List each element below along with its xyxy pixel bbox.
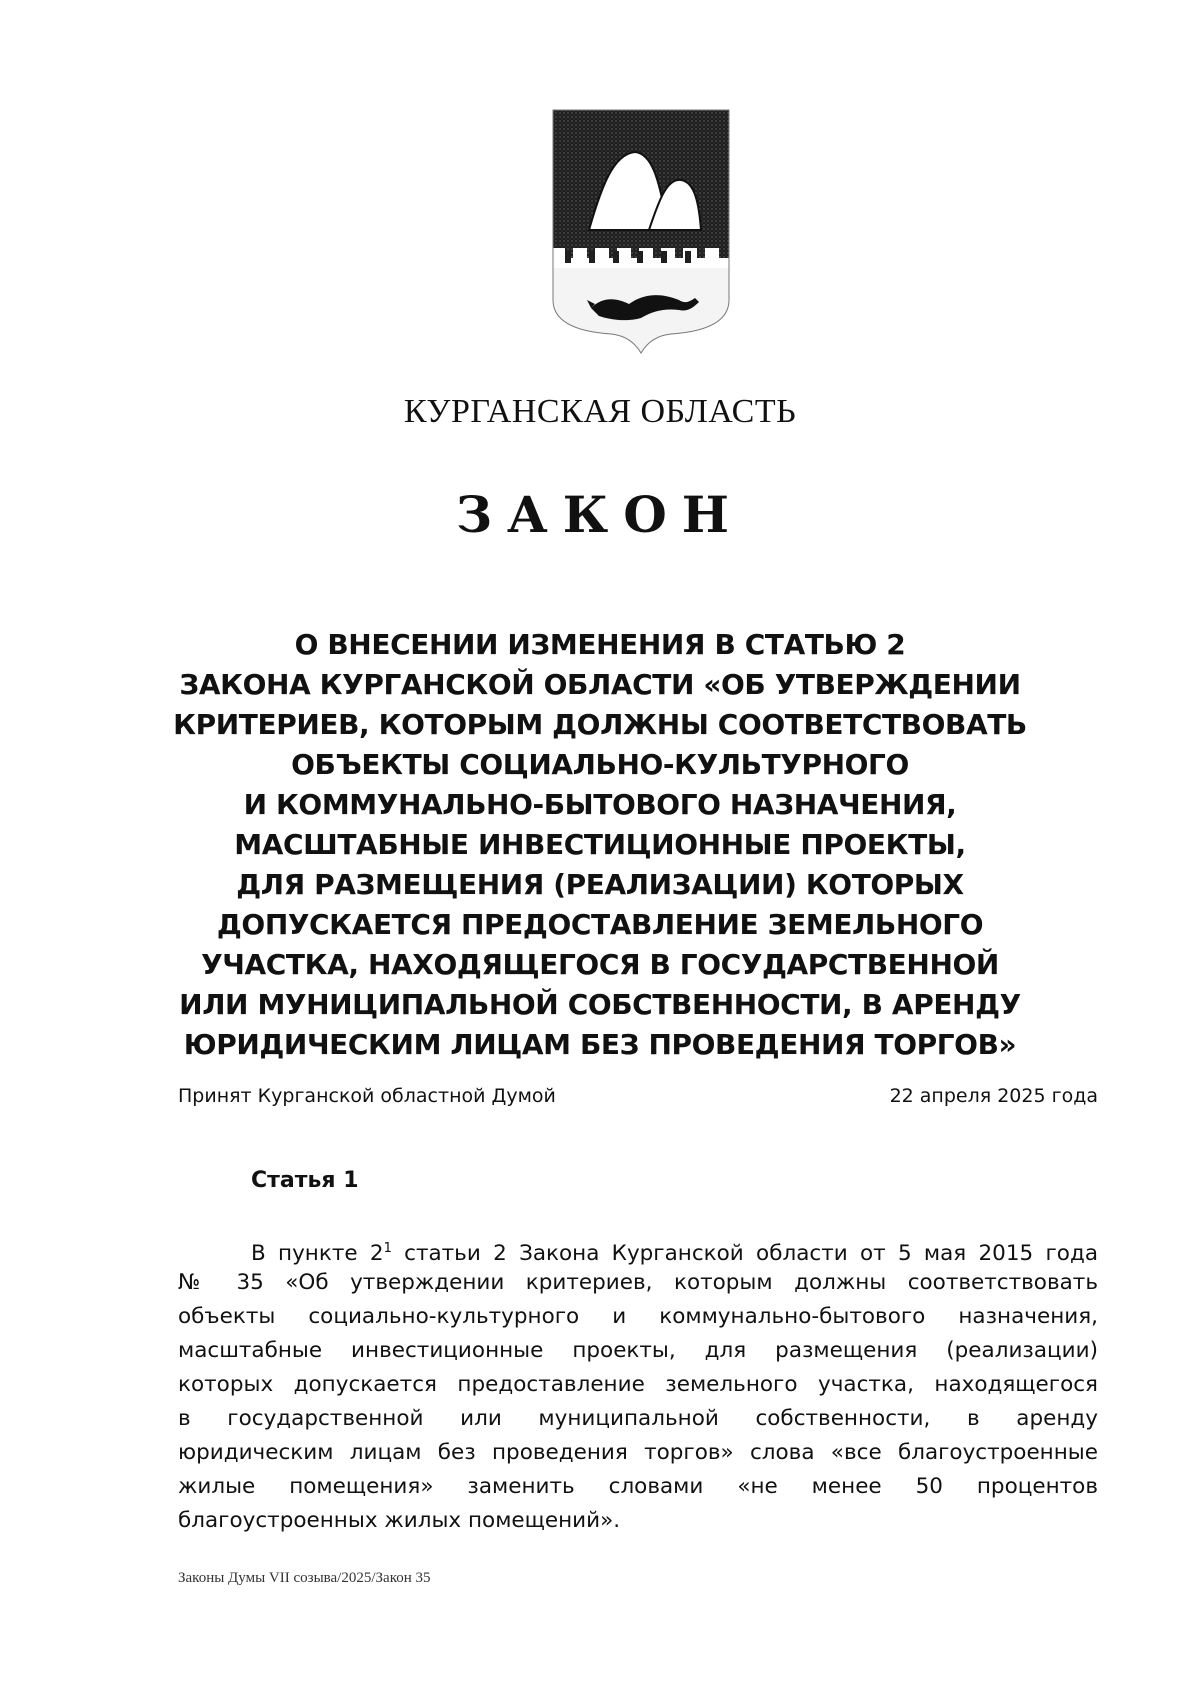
footer-reference: Законы Думы VII созыва/2025/Закон 35 [178,1570,431,1586]
title-line: ДОПУСКАЕТСЯ ПРЕДОСТАВЛЕНИЕ ЗЕМЕЛЬНОГО [216,908,984,941]
article-line: юридическим лицам без проведения торгов» слова «все благоустроенные [178,1440,1098,1465]
title-line: ИЛИ МУНИЦИПАЛЬНОЙ СОБСТВЕННОСТИ, В АРЕНДУ [179,988,1021,1021]
article-line: в государственной или муниципальной собственности, в аренду [178,1406,1098,1431]
title-line: УЧАСТКА, НАХОДЯЩЕГОСЯ В ГОСУДАРСТВЕННОЙ [201,948,999,981]
title-line: И КОММУНАЛЬНО-БЫТОВОГО НАЗНАЧЕНИЯ, [243,788,957,821]
title-line: КРИТЕРИЕВ, КОТОРЫМ ДОЛЖНЫ СООТВЕТСТВОВАТЬ [173,708,1027,741]
article-line [178,1232,1098,1266]
article-line-rest: статьи 2 Закона Курганской области от 5 мая 2015 года [391,1241,1098,1267]
law-title [150,625,1050,1065]
article-line: масштабные инвестиционные проекты, для размещения (реализации) [178,1338,1098,1363]
title-line: МАСШТАБНЫЕ ИНВЕСТИЦИОННЫЕ ПРОЕКТЫ, [234,828,966,861]
article-heading: Статья 1 [251,1168,359,1193]
adopted-by-text: Принят Курганской областной Думой [178,1085,556,1107]
article-line: № 35 «Об утверждении критериев, которым должны соответствовать [178,1270,1098,1295]
article-line: объекты социально-культурного и коммунально-бытового назначения, [178,1304,1098,1329]
article-line-start: В пункте 2 [251,1241,384,1267]
title-line: ЮРИДИЧЕСКИМ ЛИЦАМ БЕЗ ПРОВЕДЕНИЯ ТОРГОВ» [183,1028,1017,1061]
article-line: которых допускается предоставление земельного участка, находящегося [178,1372,1098,1397]
region-name: КУРГАНСКАЯ ОБЛАСТЬ [403,393,797,430]
article-line: благоустроенных жилых помещений». [178,1508,621,1533]
article-line: жилые помещения» заменить словами «не менее 50 процентов [178,1474,1098,1499]
title-line: ЗАКОНА КУРГАНСКОЙ ОБЛАСТИ «ОБ УТВЕРЖДЕНИИ [179,668,1021,701]
title-line: О ВНЕСЕНИИ ИЗМЕНЕНИЯ В СТАТЬЮ 2 [294,628,906,661]
title-line: ДЛЯ РАЗМЕЩЕНИЯ (РЕАЛИЗАЦИИ) КОТОРЫХ [236,868,964,901]
coat-of-arms-emblem [551,108,731,358]
title-line: ОБЪЕКТЫ СОЦИАЛЬНО-КУЛЬТУРНОГО [291,748,909,781]
superscript-index: 1 [383,1241,392,1256]
article-body [178,1232,1098,1538]
document-type: ЗАКОН [455,485,745,544]
adoption-date: 22 апреля 2025 года [889,1085,1098,1107]
